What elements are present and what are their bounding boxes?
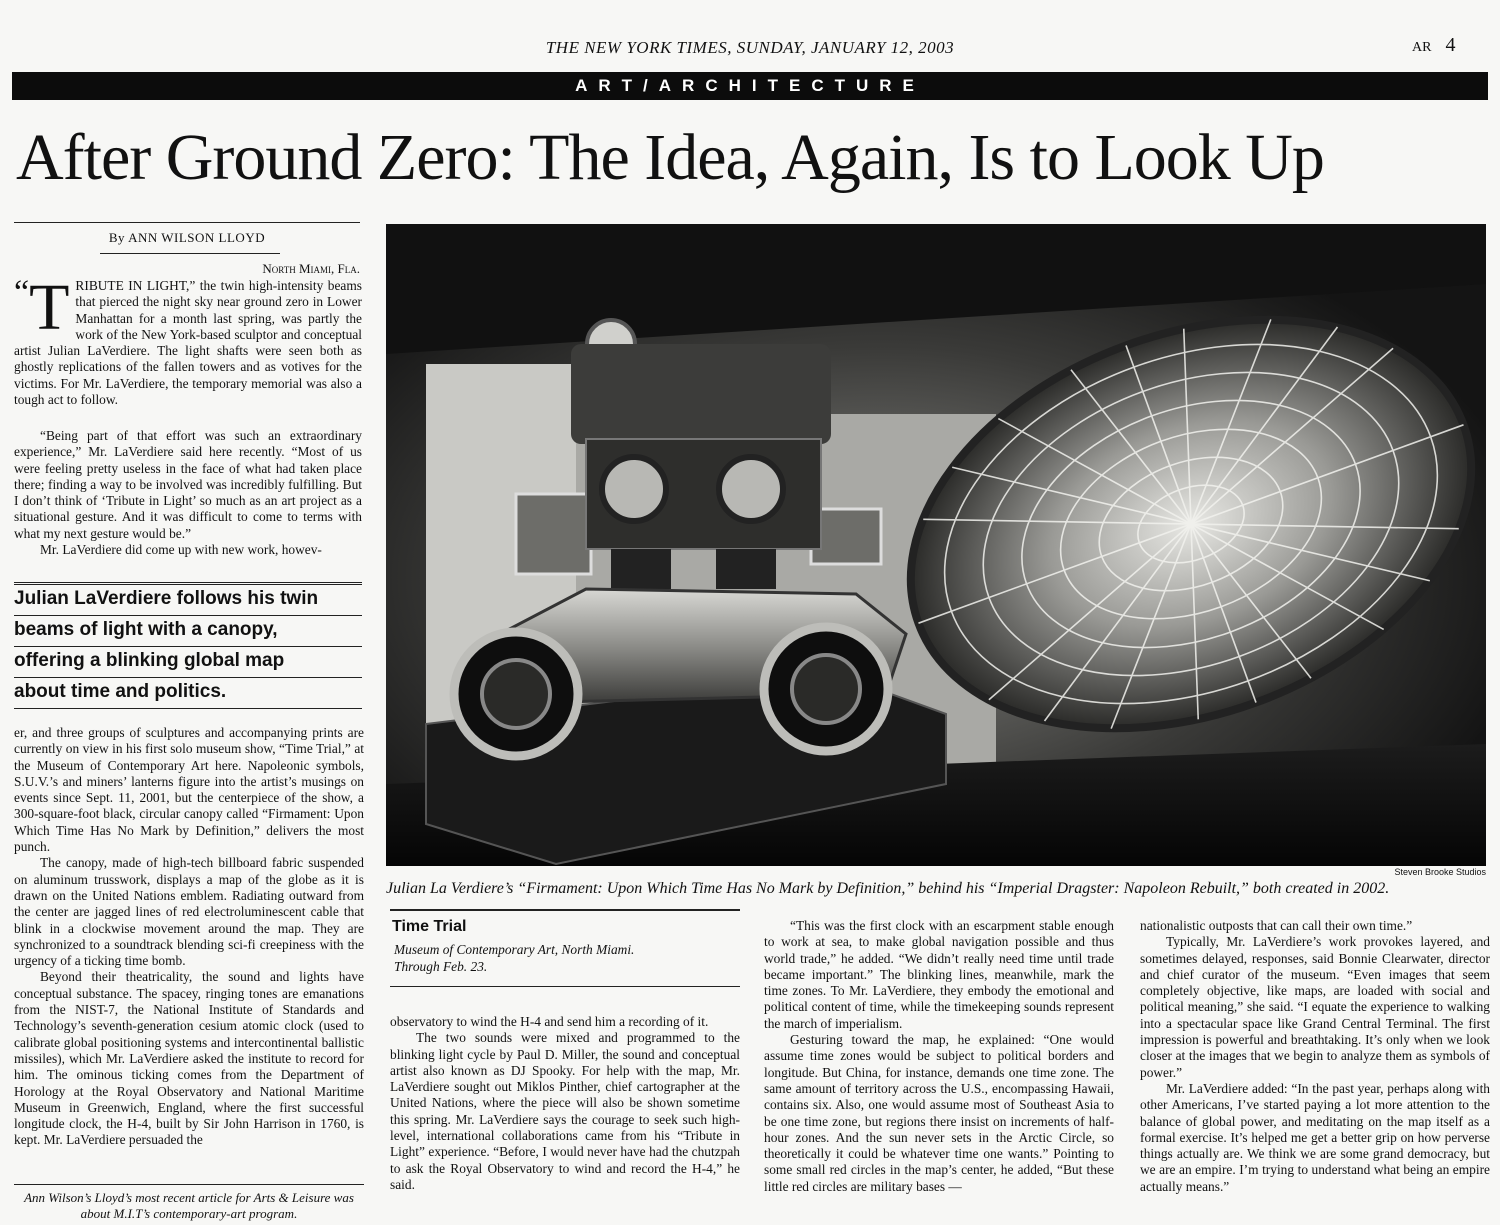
paragraph: Gesturing toward the map, he explained: “One would assume time zones would be subject to political borders and longitude. But China, for instance, demands one time zone. The same amount of territory across the U.S., encompassing Hawaii, contains six. Also, one would assume most of Southeast Asia to be one time zone, but regions there insist on increments of half-hour zones. And the sun never sets in the Arctic Circle, so theoretically it could be whatever time one wants.” Pointing to some small red circles in the map’s center, he added, “But these little red circles are military bases —	[764, 1032, 1114, 1194]
pull-quote-line: beams of light with a canopy,	[14, 616, 362, 647]
photo-credit: Steven Brooke Studios	[1394, 867, 1486, 877]
paragraph: The canopy, made of high-tech billboard fabric suspended on aluminum trusswork, displays a map of the globe as it is drawn on the United Nations emblem. Radiating outward from the center are jagged lines of red electroluminescent cable that blink in a clockwise movement around the map. They are synchronized to a soundtrack blending sci-fi creepiness with the urgency of a ticking time bomb.	[14, 855, 364, 969]
lead-paragraph	[14, 271, 362, 408]
pull-quote-line: Julian LaVerdiere follows his twin	[14, 585, 362, 616]
paragraph: Typically, Mr. LaVerdiere’s work provokes layered, and sometimes delayed, responses, said Bonnie Clearwater, director and chief curator of the museum. “Even images that seem completely objective, like maps, are loaded with social and political meaning,” she said. “I equate the experience to walking into a spectacular space like Grand Central Terminal. The first impression is powerful and breathtaking. It’s only when we look closer at the images that we begin to analyze them as symbols of power.”	[1140, 934, 1490, 1080]
dateline: THE NEW YORK TIMES, SUNDAY, JANUARY 12, 2003	[545, 38, 955, 57]
info-box-dates: Through Feb. 23.	[394, 959, 488, 974]
body-column-1	[14, 725, 364, 1149]
divider	[390, 909, 740, 911]
divider	[14, 1184, 364, 1185]
body-column-5	[1140, 918, 1490, 1195]
exhibit-photo-image	[386, 224, 1486, 866]
pull-quote-line: offering a blinking global map	[14, 647, 362, 678]
lead-text: RIBUTE IN LIGHT,” the twin high-intensity beams that pierced the night sky near ground zero in Lower Manhattan for a month last spring, was partly the work of the New York-based sculptor and conceptual artist Julian LaVerdiere. The light shafts were seen both as ghostly replications of the fallen towers and as votives for the victims. For Mr. LaVerdiere, the temporary memorial was also a tough act to follow.	[14, 278, 362, 408]
headline: After Ground Zero: The Idea, Again, Is to Look Up	[16, 121, 1324, 194]
section-code: AR	[1412, 40, 1432, 55]
pull-quote-line: about time and politics.	[14, 678, 362, 709]
body-column-4	[764, 918, 1114, 1195]
page-number	[1412, 34, 1455, 57]
section-banner: ART/ARCHITECTURE	[12, 72, 1488, 100]
paragraph: “Being part of that effort was such an extraordinary experience,” Mr. LaVerdiere said here recently. “Most of us were feeling pretty useless in the face of what had taken place there; finding a way to be involved was incredibly fulfilling. But I don’t think of ‘Tribute in Light’ so much as an art project as a situational gesture. And it was difficult to come to terms with what my next gesture would be.”	[14, 428, 362, 541]
placeline: North Miami, Fla.	[262, 261, 360, 276]
paragraph: “This was the first clock with an escarpment stable enough to work at sea, to make global navigation possible and thus world trade,” he added. “We didn’t really need time until trade became important.” The blinking lines, meanwhile, mark the time zones. To Mr. LaVerdiere, they embody the emotional and political content of time, while the timekeeping sounds represent the march of imperialism.	[764, 918, 1114, 1031]
paragraph: Mr. LaVerdiere did come up with new work, howev-	[40, 542, 322, 558]
info-box-title: Time Trial	[392, 918, 467, 935]
paragraph: Beyond their theatricality, the sound and lights have conceptual substance. The spacey, ringing tones are emanations from the NIST-7, the National Institute of Standards and Technology’s seventh-generation cesium atomic clock (used to calibrate global positioning systems and intercontinental ballistic missiles), which Mr. LaVerdiere asked the institute to record for him. The ominous ticking comes from the Department of Horology at the Royal Observatory and National Maritime Museum in Greenwich, England, where the first successful longitude clock, the H-4, built by Sir John Harrison in 1760, is kept. Mr. LaVerdiere persuaded the	[14, 969, 364, 1148]
dropcap-quote: “	[14, 274, 30, 311]
page-number-value: 4	[1445, 34, 1456, 56]
body-column-3	[390, 1014, 740, 1193]
divider	[100, 253, 280, 254]
paragraph: observatory to wind the H-4 and send him a recording of it.	[390, 1014, 709, 1029]
lead-continuation	[14, 428, 362, 558]
divider	[390, 986, 740, 987]
pull-quote	[14, 585, 362, 709]
divider	[14, 222, 360, 223]
paragraph: nationalistic outposts that can call their own time.”	[1140, 918, 1413, 933]
exhibit-photo	[386, 224, 1486, 866]
paragraph: Mr. LaVerdiere added: “In the past year, perhaps along with other Americans, I’ve started paying a lot more attention to the balance of global power, and meditating on the map itself as a formal exercise. It’s helped me get a better grip on how perverse things actually are. We think we are some grand democracy, but we are an empire. I’m trying to understand what being an empire actually means.”	[1140, 1080, 1490, 1194]
info-box-venue: Museum of Contemporary Art, North Miami.	[394, 942, 635, 957]
paragraph: The two sounds were mixed and programmed to the blinking light cycle by Paul D. Miller, the sound and conceptual artist also known as DJ Spooky. For help with the map, Mr. LaVerdiere sought out Miklos Pinther, chief cartographer at the United Nations, where the piece will also be shown sometime this spring. Mr. LaVerdiere says the courage to seek such high-level, international collaborations came from his “Tribute in Light” experience. “Before, I would never have had the chutzpah to ask the Royal Observatory to wind and record the H-4,” he said.	[390, 1030, 740, 1192]
dropcap: T	[29, 271, 70, 344]
paragraph: er, and three groups of sculptures and accompanying prints are currently on view in his first solo museum show, “Time Trial,” at the Museum of Contemporary Art here. Napoleonic symbols, S.U.V.’s and miners’ lanterns figure into the artist’s musings on events since Sept. 11, 2001, but the centerpiece of the show, a 300-square-foot black, circular canopy called “Firmament: Upon Which Time Has No Mark by Definition,” delivers the most punch.	[14, 725, 364, 855]
photo-caption: Julian La Verdiere’s “Firmament: Upon Which Time Has No Mark by Definition,” behind his “Imperial Dragster: Napoleon Rebuilt,” both created in 2002.	[386, 880, 1390, 897]
byline: By ANN WILSON LLOYD	[108, 230, 266, 245]
author-note: Ann Wilson’s Lloyd’s most recent article for Arts & Leisure was about M.I.T’s contemporary-art program.	[24, 1190, 354, 1221]
